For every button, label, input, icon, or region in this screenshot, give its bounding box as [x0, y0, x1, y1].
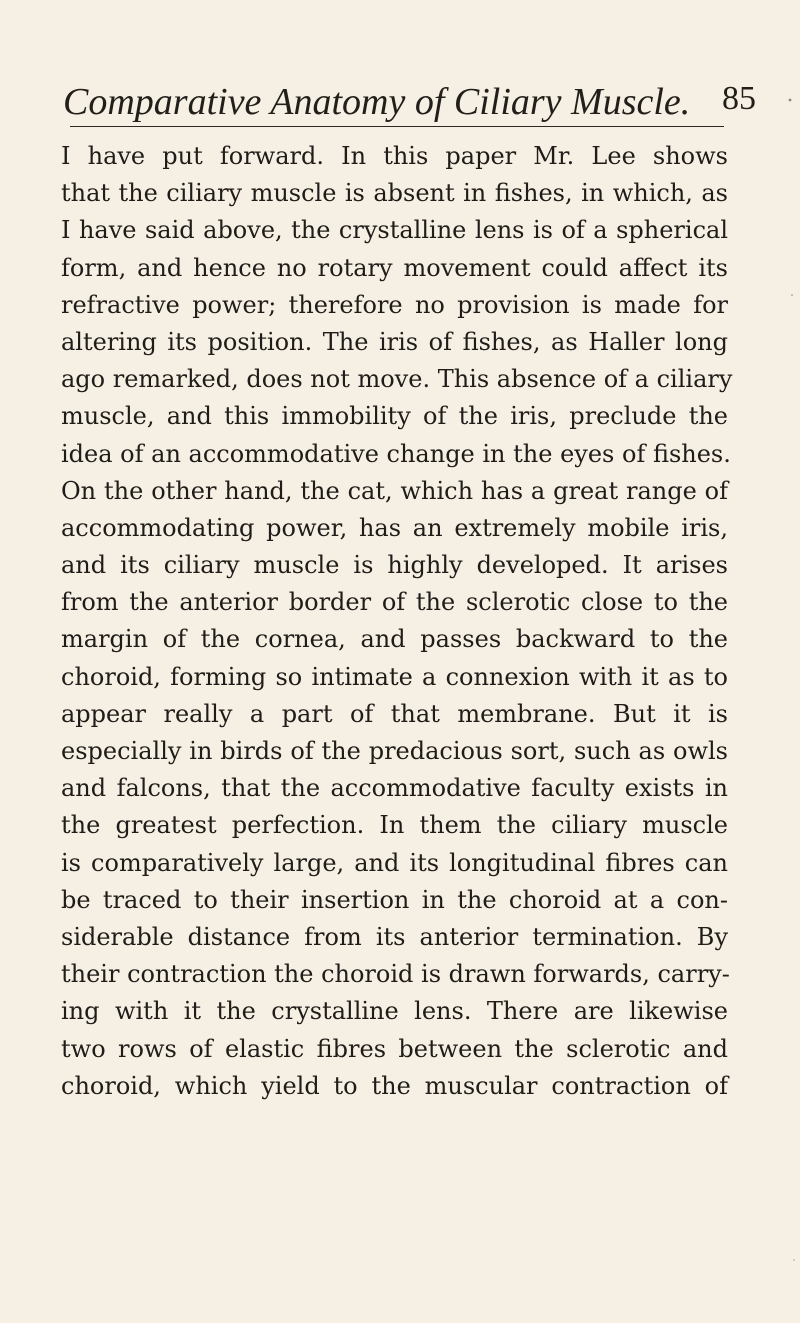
page-header	[63, 62, 798, 122]
text-line: is comparatively large, and its longitudinal fibres can	[61, 848, 728, 877]
text-line: idea of an accommodative change in the eyes of fishes.	[61, 439, 731, 468]
text-line: refractive power; therefore no provision is made for	[61, 290, 728, 319]
text-line: especially in birds of the predacious sort, such as owls	[61, 737, 728, 765]
text-line: On the other hand, the cat, which has a great range of	[61, 476, 728, 505]
text-line: ago remarked, does not move. This absence of a ciliary	[61, 365, 733, 394]
body-text	[61, 138, 733, 1105]
text-line: and falcons, that the accommodative faculty exists in	[61, 774, 728, 803]
text-line: choroid, which yield to the muscular contraction of	[61, 1071, 728, 1100]
header-rule	[70, 126, 724, 127]
text-line: and its ciliary muscle is highly developed. It arises	[61, 551, 728, 580]
text-line: margin of the cornea, and passes backward to the	[61, 625, 728, 654]
text-line: be traced to their insertion in the choroid at a con-	[61, 885, 728, 914]
paper-specks	[770, 0, 800, 1323]
text-line: I have put forward. In this paper Mr. Lee shows	[61, 142, 728, 170]
page-number: 85	[722, 80, 756, 117]
text-line: muscle, and this immobility of the iris, preclude the	[61, 402, 728, 431]
text-line: choroid, forming so intimate a connexion with it as to	[61, 662, 728, 691]
text-line: siderable distance from its anterior termination. By	[61, 922, 728, 951]
text-line: appear really a part of that membrane. But it is	[61, 699, 728, 728]
text-line: the greatest perfection. In them the ciliary muscle	[61, 811, 728, 840]
text-line: ing with it the crystalline lens. There are likewise	[61, 997, 728, 1026]
text-line: from the anterior border of the sclerotic close to the	[61, 588, 728, 617]
paper-speck	[791, 294, 793, 296]
paper-speck	[793, 1259, 795, 1261]
text-line: two rows of elastic fibres between the sclerotic and	[61, 1034, 728, 1063]
text-line: accommodating power, has an extremely mobile iris,	[61, 513, 728, 542]
running-title: Comparative Anatomy of Ciliary Muscle.	[63, 81, 691, 123]
text-line: I have said above, the crystalline lens is of a spherical	[61, 216, 728, 245]
text-line: their contraction the choroid is drawn forwards, carry-	[61, 960, 730, 989]
text-line: altering its position. The iris of fishes, as Haller long	[61, 327, 728, 356]
paper-speck	[789, 99, 792, 102]
text-line: that the ciliary muscle is absent in fishes, in which, as	[61, 179, 728, 208]
text-line: form, and hence no rotary movement could affect its	[61, 253, 728, 282]
